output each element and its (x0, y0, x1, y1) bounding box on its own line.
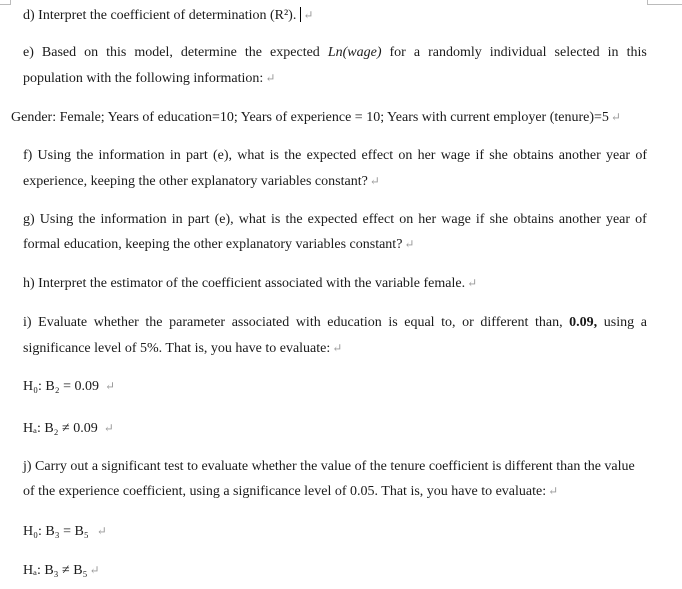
word: what (237, 148, 265, 163)
word: g) (23, 212, 35, 227)
hypothesis-null-i[interactable] (23, 379, 115, 395)
gender-line-text: Gender: Female; Years of education=10; Years of experience = 10; Years with current employer (tenure)=5 (11, 110, 609, 125)
question-j-line1[interactable] (23, 459, 635, 475)
word: e) (23, 45, 34, 60)
word: Using (37, 148, 71, 163)
word: year (606, 148, 631, 163)
word: a (413, 45, 421, 60)
page-corner-mark-right (647, 0, 682, 5)
word: the (285, 212, 303, 227)
word: another (558, 212, 601, 227)
paragraph-mark-icon: ↵ (467, 276, 478, 290)
question-d-text: d) Interpret the coefficient of determination (R²). (23, 8, 297, 23)
word: part (187, 212, 210, 227)
word: individual (489, 45, 547, 60)
page-corner-mark-left (0, 0, 11, 5)
word: (e), (214, 212, 234, 227)
word: expected (306, 148, 357, 163)
word: information (100, 212, 167, 227)
word: on (398, 148, 413, 163)
h0-i-text: H₀: B₂ = 0.09 (23, 379, 99, 394)
question-g-line2[interactable] (23, 237, 414, 253)
word: whether (93, 315, 139, 330)
question-e-line1[interactable] (23, 45, 647, 61)
question-i-line1[interactable] (23, 315, 647, 331)
question-f-line1[interactable] (23, 148, 647, 164)
word: this (106, 45, 127, 60)
hypothesis-null-j[interactable] (23, 524, 107, 540)
word: is (269, 148, 280, 163)
word: effect (361, 148, 394, 163)
word: the (145, 315, 163, 330)
word: Evaluate (38, 315, 88, 330)
word: her (418, 212, 437, 227)
word: model, (134, 45, 173, 60)
word: parameter (169, 315, 226, 330)
word: or (462, 315, 474, 330)
paragraph-mark-icon: ↵ (265, 71, 276, 85)
question-g-text: formal education, keeping the other explanatory variables constant? (23, 237, 403, 252)
paragraph-mark-icon: ↵ (105, 379, 116, 393)
ha-j-text: Hₐ: B₃ ≠ B₅ (23, 563, 88, 578)
word: she (489, 212, 509, 227)
word: if (475, 212, 485, 227)
word: for (389, 45, 406, 60)
word: in (171, 212, 183, 227)
word: Based (41, 45, 77, 60)
word: with (295, 315, 321, 330)
word: on (84, 45, 99, 60)
word: expected (307, 212, 358, 227)
question-i-line2[interactable] (23, 341, 342, 357)
paragraph-mark-icon: ↵ (303, 8, 314, 22)
paragraph-mark-icon: ↵ (332, 341, 343, 355)
question-f-line2[interactable] (23, 174, 380, 190)
word: expected (270, 45, 320, 60)
word: if (475, 148, 485, 163)
paragraph-mark-icon: ↵ (404, 237, 415, 251)
word: obtains (513, 148, 554, 163)
word: her (417, 148, 436, 163)
question-e-line2[interactable] (23, 71, 275, 87)
paragraph-mark-icon: ↵ (369, 174, 380, 188)
word: a (640, 315, 647, 330)
paragraph-mark-icon: ↵ (610, 110, 621, 124)
word: this (626, 45, 647, 60)
paragraph-mark-icon: ↵ (96, 524, 107, 538)
hypothesis-alt-j[interactable] (23, 563, 100, 579)
word: i) (23, 315, 32, 330)
question-j-text-1: j) Carry out a significant test to evaluate whether the value of the tenure coefficient is different than the value (23, 459, 635, 474)
word: wage (441, 212, 471, 227)
word: of (635, 212, 647, 227)
ha-i-text: Hₐ: B₂ ≠ 0.09 (23, 421, 98, 436)
word: determine (180, 45, 237, 60)
word: than, (534, 315, 563, 330)
word: education (327, 315, 382, 330)
word: randomly (428, 45, 482, 60)
word: to, (441, 315, 456, 330)
word: is (388, 315, 398, 330)
word: she (489, 148, 508, 163)
word: the (244, 45, 263, 60)
word: in (607, 45, 619, 60)
word: the (78, 212, 96, 227)
word: wage (440, 148, 471, 163)
question-h-text: h) Interpret the estimator of the coefficient associated with the variable female. (23, 276, 466, 291)
word: Ln(wage) (327, 45, 382, 60)
word: 0.09, (569, 315, 598, 330)
word: year (605, 212, 631, 227)
word: obtains (513, 212, 554, 227)
word: using (603, 315, 635, 330)
word: f) (23, 148, 33, 163)
word: information (98, 148, 165, 163)
word: equal (404, 315, 435, 330)
question-j-text-2: of the experience coefficient, using a significance level of 0.05. That is, you have to evaluate: (23, 484, 547, 499)
paragraph-mark-icon: ↵ (89, 563, 100, 577)
question-f-text: experience, keeping the other explanatory variables constant? (23, 174, 368, 189)
word: on (399, 212, 414, 227)
hypothesis-alt-i[interactable] (23, 421, 114, 437)
gender-line[interactable] (11, 110, 621, 126)
question-d[interactable] (23, 7, 313, 24)
paragraph-mark-icon: ↵ (103, 421, 114, 435)
paragraph-mark-icon: ↵ (548, 484, 559, 498)
word: the (76, 148, 94, 163)
word: another (558, 148, 601, 163)
word: the (284, 148, 302, 163)
word: of (635, 148, 647, 163)
word: associated (231, 315, 290, 330)
h0-j-text: H₀: B₃ = B₅ (23, 524, 89, 539)
question-e-text: population with the following information: (23, 71, 264, 86)
word: selected (554, 45, 600, 60)
question-h[interactable] (23, 276, 477, 292)
word: in (169, 148, 181, 163)
question-j-line2[interactable] (23, 484, 558, 500)
word: is (271, 212, 281, 227)
question-i-text: significance level of 5%. That is, you have to evaluate: (23, 341, 331, 356)
text-cursor (300, 7, 301, 22)
word: part (185, 148, 208, 163)
word: effect (362, 212, 395, 227)
word: what (238, 212, 266, 227)
word: different (480, 315, 529, 330)
word: Using (39, 212, 74, 227)
question-g-line1[interactable] (23, 212, 647, 228)
word: (e), (212, 148, 233, 163)
